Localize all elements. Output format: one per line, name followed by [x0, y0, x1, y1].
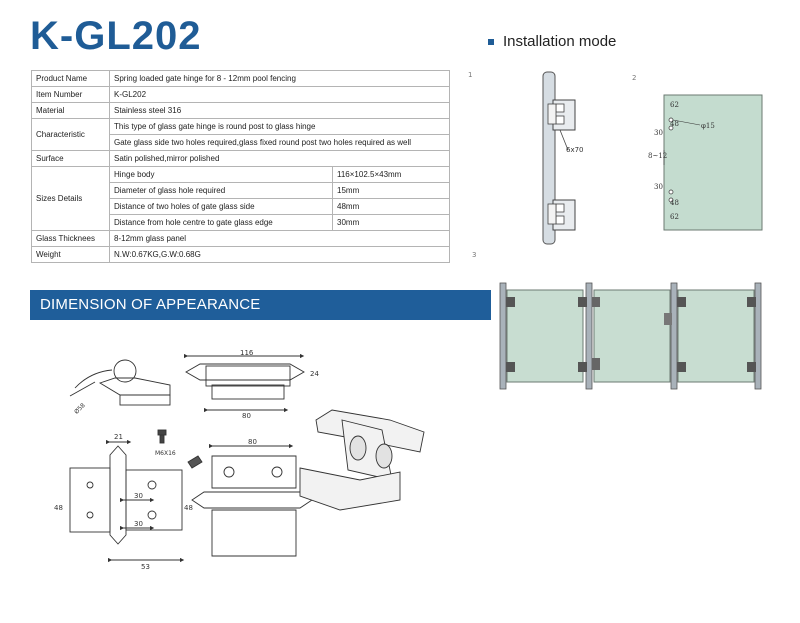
dim-label: 30	[134, 492, 143, 500]
glass-gate-panel	[594, 290, 670, 382]
dim-label: 8~12	[648, 152, 668, 160]
figure-number: 2	[632, 74, 637, 82]
label-product-name: Product Name	[32, 71, 110, 87]
clamp	[677, 362, 686, 372]
size-name: Distance from hole centre to gate glass edge	[110, 215, 333, 231]
label-material: Material	[32, 103, 110, 119]
clamp	[747, 297, 756, 307]
dim-label: 80	[248, 438, 257, 446]
hinge	[592, 358, 600, 370]
glass-panel	[507, 290, 583, 382]
latch	[664, 313, 672, 325]
label-weight: Weight	[32, 247, 110, 263]
label-sizes: Sizes Details	[32, 167, 110, 231]
screw-label: M6X16	[155, 450, 176, 457]
clamp	[677, 297, 686, 307]
dim-front-view	[54, 430, 202, 571]
clamp	[578, 362, 587, 372]
dim-label: 48	[670, 120, 679, 128]
value-item-number: K-GL202	[110, 87, 450, 103]
dim-label: 48	[184, 504, 193, 512]
clamp	[747, 362, 756, 372]
install-figure-2	[632, 74, 762, 230]
screw-icon	[158, 430, 166, 435]
hinge	[592, 297, 600, 307]
glass-panel	[664, 95, 762, 230]
size-name: Distance of two holes of gate glass side	[110, 199, 333, 215]
size-value: 15mm	[333, 183, 450, 199]
dim-label: Ø58	[73, 401, 87, 416]
hole-icon	[669, 190, 673, 194]
dim-label: 80	[242, 412, 251, 420]
dim-label: 30	[654, 129, 663, 137]
label-glass-thickness: Glass Thicknees	[32, 231, 110, 247]
product-title: K-GL202	[30, 14, 202, 58]
install-figure-3	[472, 251, 761, 389]
dim-top-view	[186, 349, 319, 420]
dim-rotation-view	[70, 360, 170, 416]
size-value: 48mm	[333, 199, 450, 215]
dim-label: 30	[134, 520, 143, 528]
value-material: Stainless steel 316	[110, 103, 450, 119]
dimension-banner: DIMENSION OF APPEARANCE	[30, 290, 491, 320]
value-product-name: Spring loaded gate hinge for 8 - 12mm pool fencing	[110, 71, 450, 87]
figure-number: 1	[468, 71, 473, 79]
dim-label: 48	[670, 199, 679, 207]
screw-icon	[160, 435, 164, 443]
figure-number: 3	[472, 251, 477, 259]
dim-label: 53	[141, 563, 150, 571]
label-surface: Surface	[32, 151, 110, 167]
dim-label: 48	[54, 504, 63, 512]
hole-label: φ15	[701, 122, 715, 130]
screw-label: 6x70	[566, 146, 584, 154]
clamp	[506, 362, 515, 372]
size-value: 30mm	[333, 215, 450, 231]
dim-label: 24	[310, 370, 319, 378]
installation-heading-text: Installation mode	[503, 33, 617, 50]
value-characteristic-2: Gate glass side two holes required,glass fixed round post two holes required as well	[110, 135, 450, 151]
dim-side-view	[192, 438, 312, 556]
value-surface: Satin polished,mirror polished	[110, 151, 450, 167]
value-characteristic-1: This type of glass gate hinge is round post to glass hinge	[110, 119, 450, 135]
label-characteristic: Characteristic	[32, 119, 110, 151]
dim-label: 21	[114, 433, 123, 441]
size-name: Hinge body	[110, 167, 333, 183]
dim-label: 62	[670, 101, 679, 109]
install-figure-1	[468, 71, 584, 244]
glass-panel	[678, 290, 754, 382]
value-glass-thickness: 8-12mm glass panel	[110, 231, 450, 247]
post	[671, 283, 677, 389]
size-name: Diameter of glass hole required	[110, 183, 333, 199]
dim-isometric-view	[300, 410, 424, 510]
label-item-number: Item Number	[32, 87, 110, 103]
dim-label: 30	[654, 183, 663, 191]
clamp	[506, 297, 515, 307]
dim-label: 62	[670, 213, 679, 221]
size-value: 116×102.5×43mm	[333, 167, 450, 183]
dim-label: 116	[240, 349, 254, 357]
value-weight: N.W:0.67KG,G.W:0.68G	[110, 247, 450, 263]
post	[500, 283, 506, 389]
clamp	[578, 297, 587, 307]
